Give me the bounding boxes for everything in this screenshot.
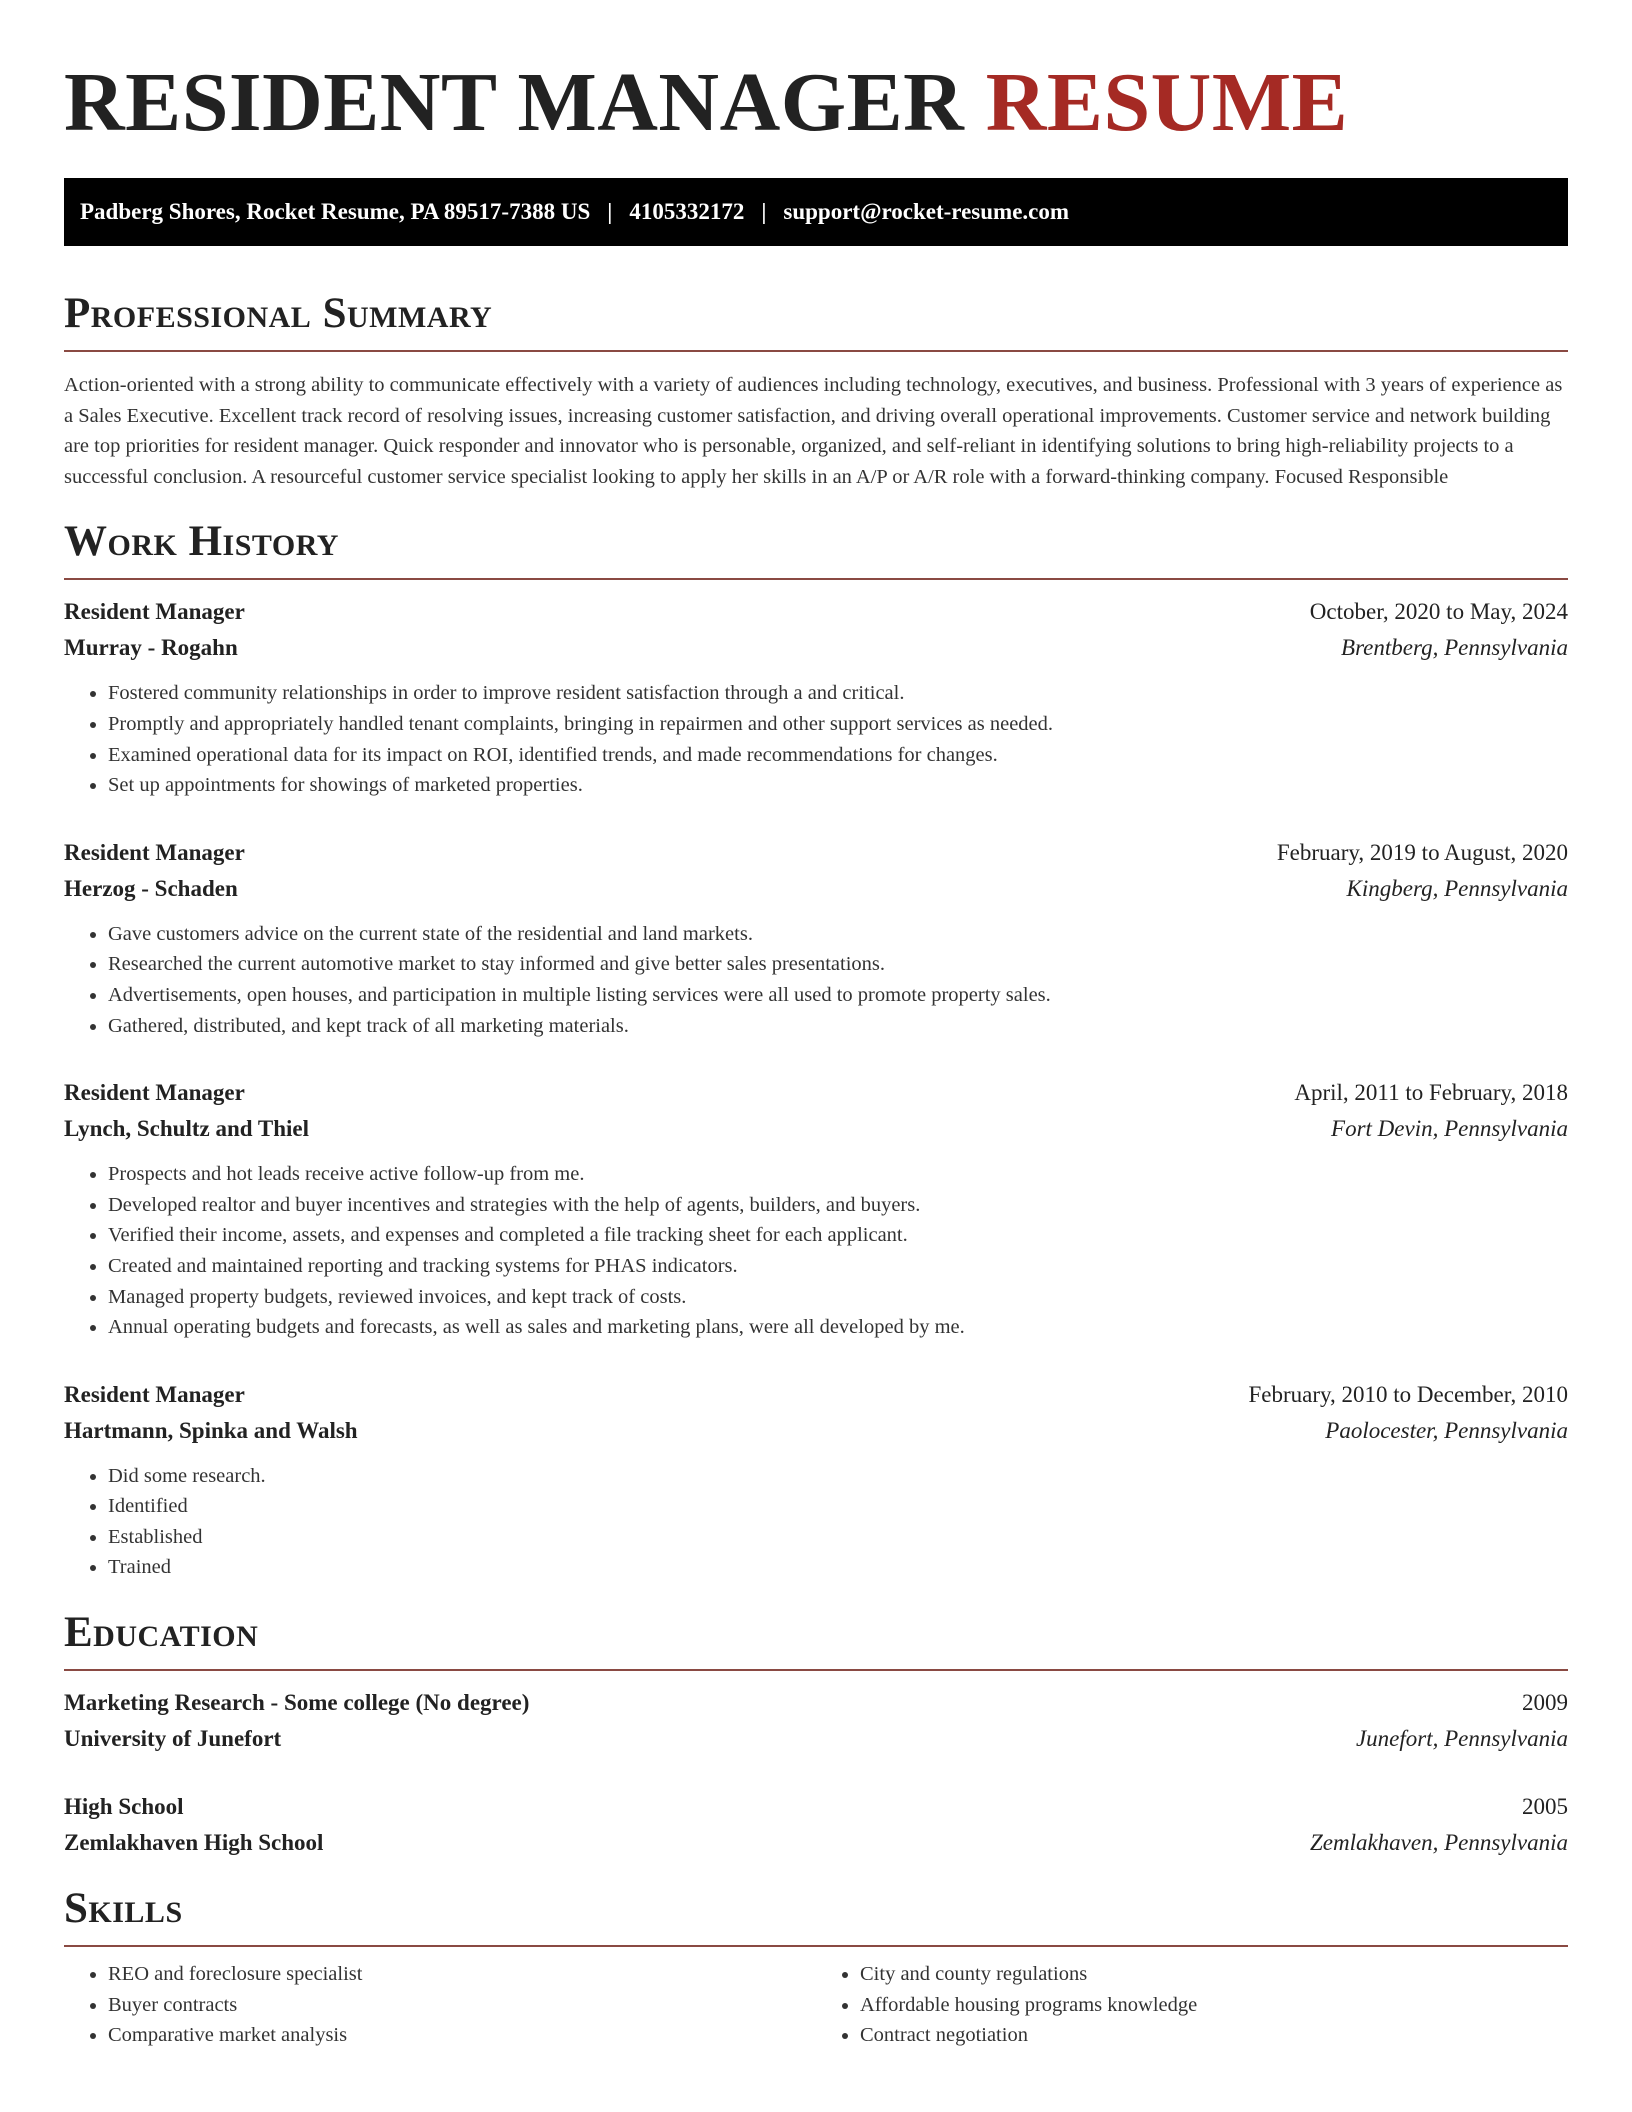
job-location: Paolocester, Pennsylvania	[1325, 1417, 1568, 1443]
list-item: • Set up appointments for showings of marketed properties.	[108, 770, 1568, 801]
education-school: Zemlakhaven High School	[64, 1830, 324, 1856]
job-company: Hartmann, Spinka and Walsh	[64, 1417, 358, 1443]
job-location: Fort Devin, Pennsylvania	[1331, 1116, 1568, 1142]
education-degree: High School	[64, 1794, 184, 1820]
list-item: • Prospects and hot leads receive active follow-up from me.	[108, 1159, 1568, 1190]
job-entry	[64, 1075, 1568, 1343]
job-dates: February, 2019 to August, 2020	[1276, 839, 1568, 865]
list-item: • Did some research.	[108, 1461, 1568, 1492]
contact-bar	[64, 178, 1568, 246]
job-title: Resident Manager	[64, 839, 245, 865]
list-item: • Examined operational data for its impact on ROI, identified trends, and made recommendations for changes.	[108, 740, 1568, 771]
summary-section	[64, 288, 1568, 492]
contact-address: Padberg Shores, Rocket Resume, PA 89517-7388 US	[80, 199, 591, 224]
job-bullets	[64, 678, 1568, 800]
summary-text: Action-oriented with a strong ability to communicate effectively with a variety of audiences including technology, executives, and business. Professional with 3 years of experience as a Sales Executive. Excellent track record of resolving issues, increasing customer satisfaction, and driving overall operational improvements. Customer service and network building are top priorities for resident manager. Quick responder and innovator who is personable, organized, and self-reliant in identifying solutions to bring high-reliability projects to a successful conclusion. A resourceful customer service specialist looking to apply her skills in an A/P or A/R role with a forward-thinking company. Focused Responsible	[64, 374, 1563, 488]
job-dates: April, 2011 to February, 2018	[1294, 1080, 1568, 1106]
list-item: • Promptly and appropriately handled tenant complaints, bringing in repairmen and other support services as needed.	[108, 709, 1568, 740]
list-item: • Developed realtor and buyer incentives and strategies with the help of agents, builders, and buyers.	[108, 1190, 1568, 1221]
job-dates: February, 2010 to December, 2010	[1248, 1381, 1568, 1407]
job-title: Resident Manager	[64, 1080, 245, 1106]
list-item: • Identified	[108, 1491, 1568, 1522]
list-item: • Created and maintained reporting and tracking systems for PHAS indicators.	[108, 1251, 1568, 1282]
skills-heading: Skills	[64, 1883, 1568, 1947]
list-item: • Trained	[108, 1552, 1568, 1583]
education-location: Junefort, Pennsylvania	[1355, 1726, 1568, 1752]
education-heading: Education	[64, 1607, 1568, 1671]
job-location: Kingberg, Pennsylvania	[1346, 875, 1568, 901]
list-item: • REO and foreclosure specialist	[108, 1959, 816, 1990]
list-item: • Established	[108, 1522, 1568, 1553]
job-entry	[64, 1377, 1568, 1583]
list-item: • Managed property budgets, reviewed invoices, and kept track of costs.	[108, 1282, 1568, 1313]
skills-list-right	[816, 1959, 1568, 2051]
list-item: • Advertisements, open houses, and participation in multiple listing services were all used to promote property sales.	[108, 980, 1568, 1011]
job-bullets	[64, 919, 1568, 1041]
job-location: Brentberg, Pennsylvania	[1341, 635, 1568, 661]
list-item: • Gave customers advice on the current state of the residential and land markets.	[108, 919, 1568, 950]
skills-list-left	[64, 1959, 816, 2051]
education-year: 2005	[1522, 1794, 1568, 1820]
education-entry	[64, 1789, 1568, 1861]
job-title: Resident Manager	[64, 1381, 245, 1407]
job-bullets	[64, 1159, 1568, 1343]
resume-title	[64, 0, 1568, 150]
contact-separator: |	[761, 199, 767, 224]
title-main: RESIDENT MANAGER	[64, 56, 965, 149]
list-item: • Verified their income, assets, and expenses and completed a file tracking sheet for each applicant.	[108, 1220, 1568, 1251]
list-item: • Buyer contracts	[108, 1990, 816, 2021]
list-item: • Fostered community relationships in order to improve resident satisfaction through a and critical.	[108, 678, 1568, 709]
education-school: University of Junefort	[64, 1726, 282, 1752]
work-history-section	[64, 516, 1568, 1583]
job-company: Murray - Rogahn	[64, 635, 238, 661]
list-item: • Contract negotiation	[860, 2020, 1568, 2051]
education-degree: Marketing Research - Some college (No degree)	[64, 1690, 530, 1716]
job-entry	[64, 594, 1568, 800]
list-item: • Affordable housing programs knowledge	[860, 1990, 1568, 2021]
title-accent: RESUME	[985, 56, 1349, 149]
job-dates: October, 2020 to May, 2024	[1309, 599, 1568, 625]
job-company: Herzog - Schaden	[64, 875, 238, 901]
list-item: • City and county regulations	[860, 1959, 1568, 1990]
education-entry	[64, 1685, 1568, 1757]
list-item: • Researched the current automotive market to stay informed and give better sales presentations.	[108, 949, 1568, 980]
education-section	[64, 1607, 1568, 1861]
contact-separator: |	[607, 199, 613, 224]
list-item: • Annual operating budgets and forecasts, as well as sales and marketing plans, were all developed by me.	[108, 1312, 1568, 1343]
contact-phone: 4105332172	[629, 199, 745, 224]
education-location: Zemlakhaven, Pennsylvania	[1309, 1830, 1568, 1856]
education-year: 2009	[1522, 1690, 1568, 1716]
work-history-heading: Work History	[64, 516, 1568, 580]
summary-heading: Professional Summary	[64, 288, 1568, 352]
job-company: Lynch, Schultz and Thiel	[64, 1116, 309, 1142]
skills-columns	[64, 1959, 1568, 2051]
list-item: • Comparative market analysis	[108, 2020, 816, 2051]
job-bullets	[64, 1461, 1568, 1583]
job-title: Resident Manager	[64, 599, 245, 625]
job-entry	[64, 835, 1568, 1041]
skills-section	[64, 1883, 1568, 2051]
list-item: • Gathered, distributed, and kept track of all marketing materials.	[108, 1011, 1568, 1042]
contact-email: support@rocket-resume.com	[783, 199, 1070, 224]
